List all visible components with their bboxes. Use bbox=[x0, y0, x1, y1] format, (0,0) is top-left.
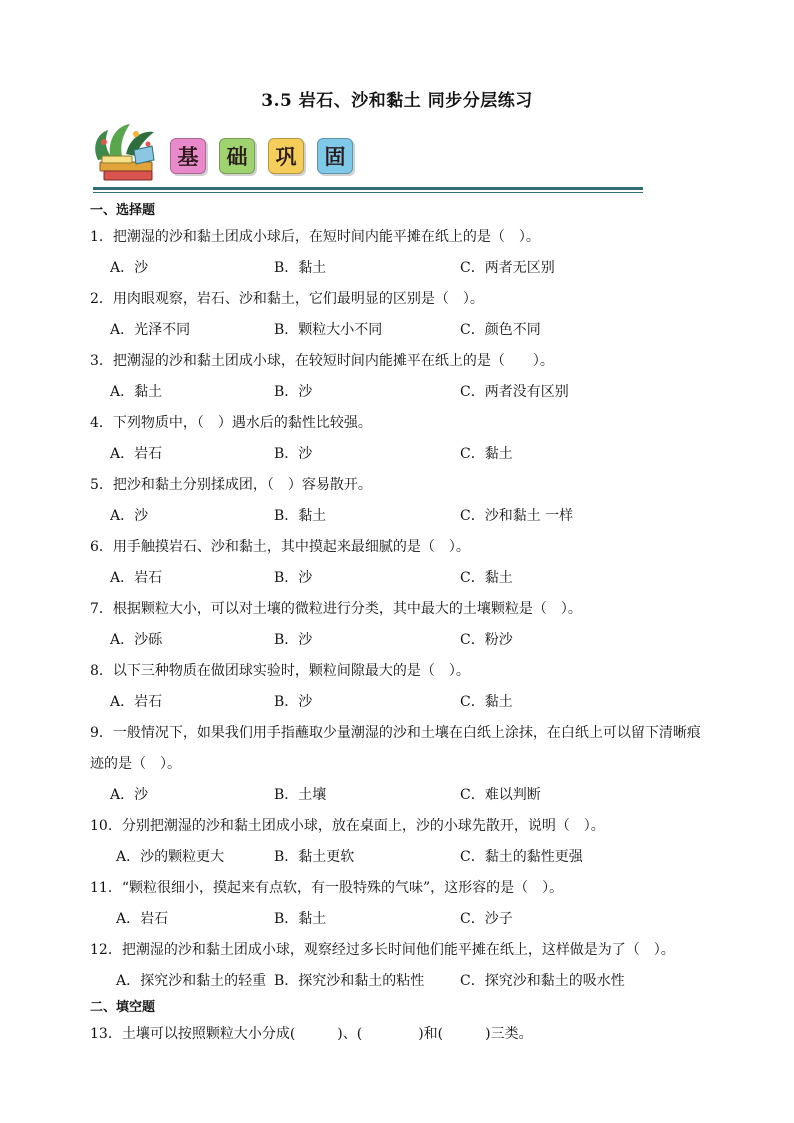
divider-thin bbox=[93, 192, 643, 193]
option-c: C．粉沙 bbox=[460, 632, 513, 648]
options-8 bbox=[90, 687, 720, 718]
option-b: B．土壤 bbox=[274, 787, 327, 803]
option-b: B．探究沙和黏土的粘性 bbox=[274, 973, 425, 989]
options-12 bbox=[90, 966, 720, 997]
option-b: B．黏土 bbox=[274, 911, 327, 927]
option-a: A．岩石 bbox=[110, 694, 163, 710]
question-12: 12．把潮湿的沙和黏土团成小球，观察经过多长时间他们能平摊在纸上，这样做是为了（ ）。 bbox=[90, 942, 675, 958]
option-a: A．沙砾 bbox=[110, 632, 163, 648]
question-7: 7．根据颗粒大小，可以对土壤的微粒进行分类，其中最大的土壤颗粒是（ ）。 bbox=[90, 601, 582, 617]
question-9-continued: 迹的是（ ）。 bbox=[90, 756, 181, 772]
option-a: A．沙 bbox=[110, 508, 149, 524]
options-5 bbox=[90, 501, 720, 532]
option-a: A．探究沙和黏土的轻重 bbox=[116, 973, 267, 989]
section-heading-fill: 二、填空题 bbox=[90, 1000, 156, 1015]
options-3 bbox=[90, 377, 720, 408]
options-9 bbox=[90, 780, 720, 811]
option-a: A．沙的颗粒更大 bbox=[116, 849, 225, 865]
option-a: A．黏土 bbox=[110, 384, 163, 400]
question-6: 6．用手触摸岩石、沙和黏土，其中摸起来最细腻的是（ ）。 bbox=[90, 539, 470, 555]
option-b: B．颗粒大小不同 bbox=[274, 322, 383, 338]
option-c: C．黏土 bbox=[460, 570, 513, 586]
option-c: C．黏土 bbox=[460, 694, 513, 710]
worksheet-content bbox=[90, 200, 720, 1050]
option-b: B．沙 bbox=[274, 632, 313, 648]
question-5: 5．把沙和黏土分别揉成团，（ ）容易散开。 bbox=[90, 477, 372, 493]
option-c: C．探究沙和黏土的吸水性 bbox=[460, 973, 625, 989]
question-9: 9．一般情况下，如果我们用手指蘸取少量潮湿的沙和土壤在白纸上涂抹，在白纸上可以留下清晰痕 bbox=[90, 725, 701, 741]
banner-tile-ji: 基 bbox=[170, 138, 206, 174]
option-b: B．沙 bbox=[274, 384, 313, 400]
option-b: B．黏土 bbox=[274, 508, 327, 524]
option-b: B．沙 bbox=[274, 446, 313, 462]
option-a: A．岩石 bbox=[116, 911, 169, 927]
section-heading-choice: 一、选择题 bbox=[90, 203, 156, 218]
option-b: B．黏土 bbox=[274, 260, 327, 276]
options-6 bbox=[90, 563, 720, 594]
options-7 bbox=[90, 625, 720, 656]
option-c: C．沙和黏土 一样 bbox=[460, 508, 574, 524]
section-banner bbox=[90, 120, 650, 192]
divider-thick bbox=[93, 187, 643, 190]
option-a: A．沙 bbox=[110, 787, 149, 803]
option-a: A．沙 bbox=[110, 260, 149, 276]
banner-tile-chu: 础 bbox=[219, 138, 255, 174]
question-13: 13．土壤可以按照颗粒大小分成( )、( )和( )三类。 bbox=[90, 1026, 533, 1042]
banner-tile-gong: 巩 bbox=[268, 138, 304, 174]
option-b: B．黏土更软 bbox=[274, 849, 355, 865]
option-c: C．两者没有区别 bbox=[460, 384, 569, 400]
question-2: 2．用肉眼观察，岩石、沙和黏土，它们最明显的区别是（ ）。 bbox=[90, 291, 484, 307]
question-8: 8．以下三种物质在做团球实验时，颗粒间隙最大的是（ ）。 bbox=[90, 663, 470, 679]
question-10: 10．分别把潮湿的沙和黏土团成小球，放在桌面上，沙的小球先散开，说明（ ）。 bbox=[90, 818, 605, 834]
books-plants-illustration bbox=[90, 120, 162, 186]
option-a: A．光泽不同 bbox=[110, 322, 191, 338]
option-b: B．沙 bbox=[274, 570, 313, 586]
option-b: B．沙 bbox=[274, 694, 313, 710]
options-2 bbox=[90, 315, 720, 346]
banner-tile-gu: 固 bbox=[317, 138, 353, 174]
page-title: 3.5 岩石、沙和黏土 同步分层练习 bbox=[261, 91, 533, 111]
option-c: C．颜色不同 bbox=[460, 322, 541, 338]
options-1 bbox=[90, 253, 720, 284]
option-a: A．岩石 bbox=[110, 570, 163, 586]
options-4 bbox=[90, 439, 720, 470]
question-3: 3．把潮湿的沙和黏土团成小球，在较短时间内能摊平在纸上的是（ ）。 bbox=[90, 353, 554, 369]
question-4: 4．下列物质中，（ ）遇水后的黏性比较强。 bbox=[90, 415, 372, 431]
option-a: A．岩石 bbox=[110, 446, 163, 462]
option-c: C．两者无区别 bbox=[460, 260, 555, 276]
question-11: 11．“颗粒很细小，摸起来有点软，有一股特殊的气味”，这形容的是（ ）。 bbox=[90, 880, 564, 896]
option-c: C．难以判断 bbox=[460, 787, 541, 803]
option-c: C．黏土的黏性更强 bbox=[460, 849, 583, 865]
option-c: C．沙子 bbox=[460, 911, 513, 927]
question-1: 1．把潮湿的沙和黏土团成小球后，在短时间内能平摊在纸上的是（ ）。 bbox=[90, 229, 540, 245]
options-10 bbox=[90, 842, 720, 873]
options-11 bbox=[90, 904, 720, 935]
option-c: C．黏土 bbox=[460, 446, 513, 462]
